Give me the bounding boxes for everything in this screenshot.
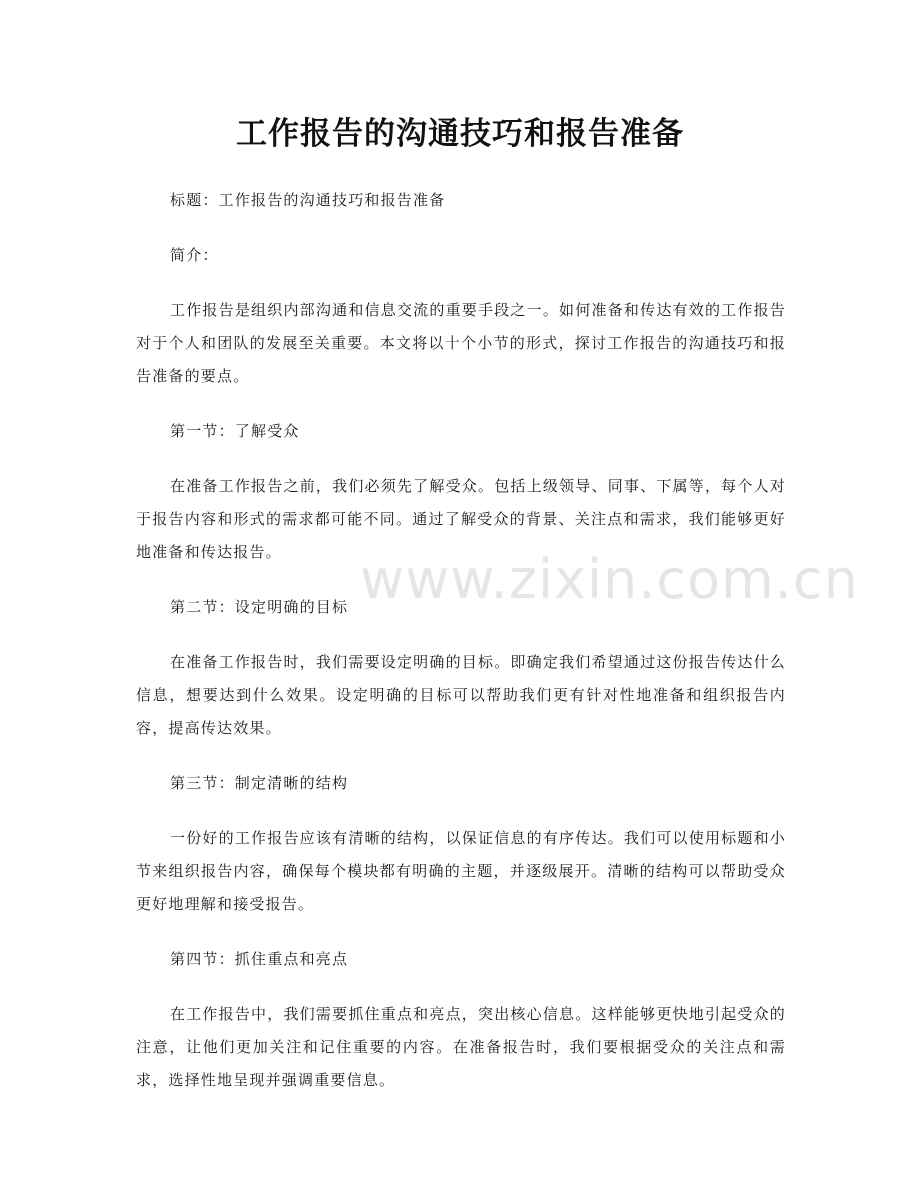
section-3-heading: 第三节：制定清晰的结构 <box>170 774 349 792</box>
document-body <box>136 184 786 1119</box>
subject-line: 标题：工作报告的沟通技巧和报告准备 <box>170 191 446 209</box>
section-1-paragraph: 在准备工作报告之前，我们必须先了解受众。包括上级领导、同事、下属等，每个人对于报告内容和形式的需求都可能不同。通过了解受众的背景、关注点和需求，我们能够更好地准备和传达报告。 <box>136 477 786 561</box>
section-2-heading: 第二节：设定明确的目标 <box>170 598 349 616</box>
section-4-heading: 第四节：抓住重点和亮点 <box>170 950 349 968</box>
section-3-paragraph: 一份好的工作报告应该有清晰的结构，以保证信息的有序传达。我们可以使用标题和小节来组织报告内容，确保每个模块都有明确的主题，并逐级展开。清晰的结构可以帮助受众更好地理解和接受报告。 <box>136 829 786 913</box>
intro-heading: 简介： <box>170 246 219 264</box>
section-2-paragraph: 在准备工作报告时，我们需要设定明确的目标。即确定我们希望通过这份报告传达什么信息，想要达到什么效果。设定明确的目标可以帮助我们更有针对性地准备和组织报告内容，提高传达效果。 <box>136 653 786 737</box>
document-title: 工作报告的沟通技巧和报告准备 <box>236 116 684 152</box>
section-1-heading: 第一节：了解受众 <box>170 422 300 440</box>
section-4-paragraph: 在工作报告中，我们需要抓住重点和亮点，突出核心信息。这样能够更快地引起受众的注意，让他们更加关注和记住重要的内容。在准备报告时，我们要根据受众的关注点和需求，选择性地呈现并强调重要信息。 <box>136 1005 786 1089</box>
intro-paragraph: 工作报告是组织内部沟通和信息交流的重要手段之一。如何准备和传达有效的工作报告对于个人和团队的发展至关重要。本文将以十个小节的形式，探讨工作报告的沟通技巧和报告准备的要点。 <box>136 301 786 385</box>
watermark: www.zixin.com.cn <box>360 548 859 611</box>
